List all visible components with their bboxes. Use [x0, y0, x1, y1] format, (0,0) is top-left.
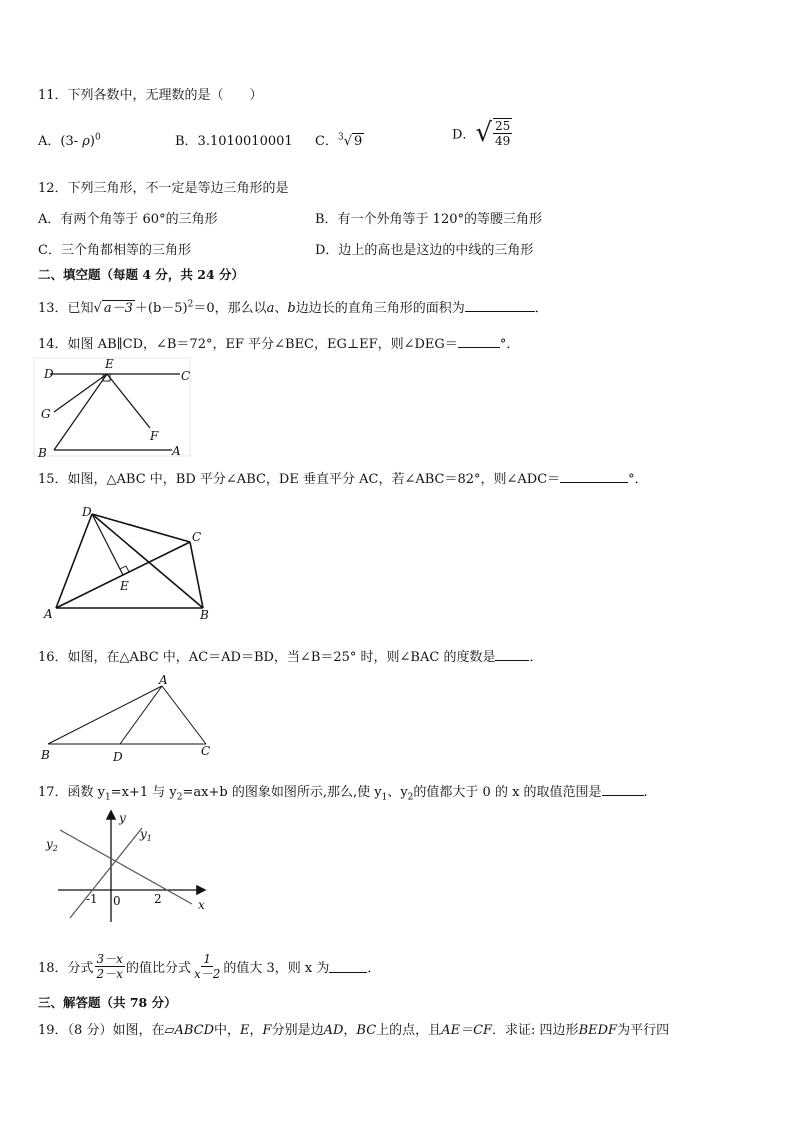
label-d: D	[113, 750, 123, 764]
label-c: C	[192, 530, 202, 544]
label-y2: $y_2$	[46, 837, 58, 853]
label-origin: 0	[113, 894, 121, 908]
label-b: B	[41, 748, 50, 762]
label-f: F	[150, 429, 159, 443]
line-ef	[107, 374, 150, 428]
q15-stem: 15．如图，△ABC 中，BD 平分∠ABC，DE 垂直平分 AC，若∠ABC＝82°，则∠ADC＝ °．	[38, 472, 648, 487]
line-be	[54, 374, 107, 450]
q16-stem: 16．如图，在△ABC 中，AC＝AD＝BD，当∠B＝25° 时，则∠BAC 的度数是 ．	[38, 650, 543, 665]
q14-figure	[32, 356, 194, 460]
label-a: A	[172, 444, 181, 458]
q15-figure	[38, 500, 220, 624]
q19-stem: 19．（8 分）如图，在▱ABCD中，E，F分别是边AD，BC上的点，且AE＝CF．求证: 四边形BEDF为平行四	[38, 1023, 670, 1038]
q16-figure	[38, 672, 218, 764]
label-g: G	[41, 407, 51, 421]
q18-answer-blank[interactable]	[329, 960, 367, 973]
q11-option-b: B．3.1010010001	[175, 134, 293, 149]
q17-answer-blank[interactable]	[602, 783, 644, 796]
line-eg	[54, 374, 107, 412]
q12-stem: 12．下列三角形，不一定是等边三角形的是	[38, 181, 289, 196]
q12-option-d: D．边上的高也是这边的中线的三角形	[315, 243, 534, 258]
label-c: C	[201, 744, 211, 758]
label-d: D	[44, 367, 54, 381]
label-e: E	[105, 357, 114, 371]
q12-option-b: B．有一个外角等于 120°的等腰三角形	[315, 212, 542, 227]
line-y2	[60, 830, 192, 904]
label-x: x	[198, 898, 205, 912]
label-y1: $y_1$	[140, 827, 152, 843]
q12-option-c: C．三个角都相等的三角形	[38, 243, 191, 258]
label-two: 2	[154, 892, 162, 906]
q11-option-a: A．(3- ρ)$^0$	[38, 132, 101, 149]
label-b: B	[200, 608, 209, 622]
label-y: y	[119, 811, 126, 825]
label-e: E	[120, 579, 129, 593]
q12-option-a: A．有两个角等于 60°的三角形	[38, 212, 218, 227]
q11-option-d: D．√ $\frac{25}{49}$	[452, 118, 511, 148]
q11-option-c: C．$^3$√ 9	[315, 132, 363, 149]
section-fill-in: 二、填空题（每题 4 分，共 24 分）	[38, 267, 245, 282]
q17-stem: 17．函数 $y_1=x+1$ 与 $y_2=ax+b$ 的图象如图所示,那么,使 $y_1$、$y_2$的值都大于 0 的 x 的取值范围是 .	[38, 785, 648, 803]
q14-stem: 14．如图 AB∥CD，∠B＝72°，EF 平分∠BEC，EG⊥EF，则∠DEG＝ °．	[38, 337, 520, 352]
section-solutions: 三、解答题（共 78 分）	[38, 995, 177, 1010]
label-a: A	[44, 607, 53, 621]
label-a: A	[159, 673, 168, 687]
q13: 13．已知√ $a-3 +(b-5)^2=0$，那么以a、b边边长的直角三角形的面积为 ．	[38, 299, 548, 316]
label-b: B	[38, 446, 47, 460]
q14-answer-blank[interactable]	[458, 335, 500, 348]
q18: 18．分式 $\frac{3-x}{2-x}$ 的值比分式 $\frac{1}{x-2}$ 的值大 3，则 x 为 ．	[38, 952, 381, 981]
q11-stem: 11．下列各数中，无理数的是（ ）	[38, 88, 263, 103]
q15-answer-blank[interactable]	[560, 470, 628, 483]
label-d: D	[82, 505, 92, 519]
label-c: C	[181, 369, 191, 383]
q13-answer-blank[interactable]	[465, 299, 535, 312]
q17-figure	[40, 806, 220, 926]
label-neg1: -1	[86, 892, 98, 906]
q16-answer-blank[interactable]	[495, 648, 529, 661]
